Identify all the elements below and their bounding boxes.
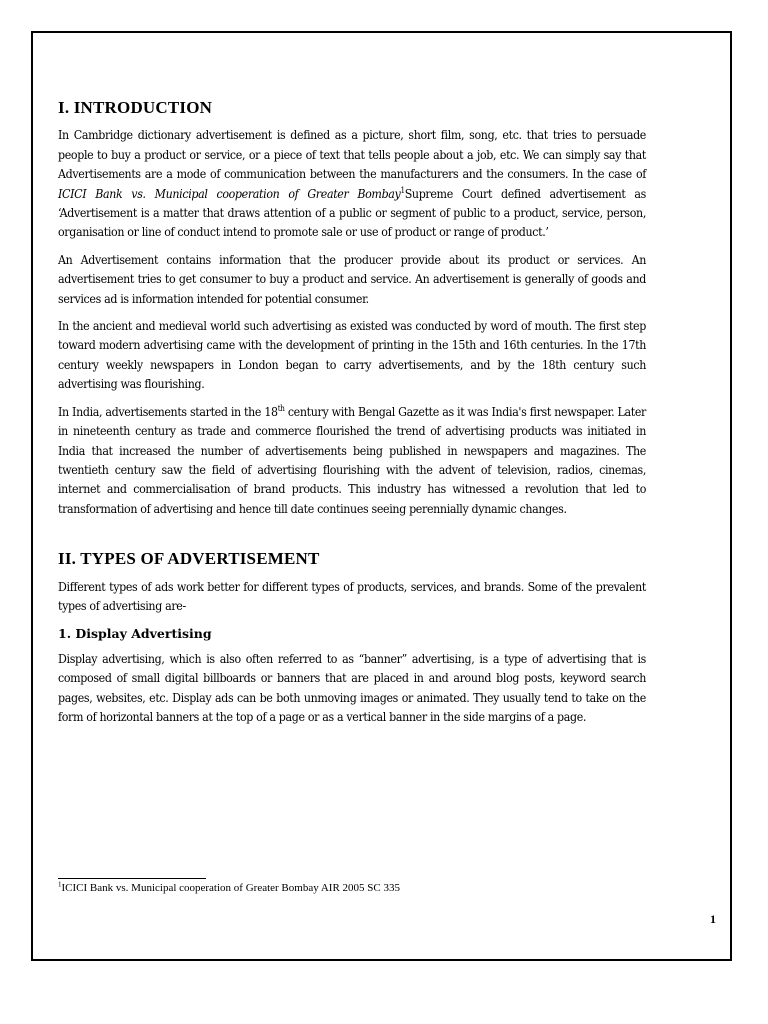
subheading-display-advertising: 1. Display Advertising <box>58 626 212 642</box>
ordinal-suffix: th <box>277 403 285 413</box>
footnote-marker: 1 <box>58 880 62 889</box>
footnote <box>58 881 400 895</box>
intro-paragraph-4 <box>58 403 646 519</box>
footnote-reference: 1 <box>400 185 405 195</box>
intro-paragraph-4-text: In India, advertisements started in the 18 <box>58 404 278 419</box>
section-heading-introduction: I. INTRODUCTION <box>58 98 213 117</box>
section-heading-types: II. TYPES OF ADVERTISEMENT <box>58 549 320 569</box>
intro-paragraph-1-text: In Cambridge dictionary advertisement is defined as a picture, short film, song, etc. that tries to persuade people to buy a product or service, or a piece of text that tells people about a job, etc. We can simply say that Advertisements are a mode of communication between the manufacturers and the consumers. In the case of <box>58 128 646 182</box>
page-content <box>58 98 646 735</box>
intro-paragraph-3: In the ancient and medieval world such advertising as existed was conducted by word of mouth. The first step toward modern advertising came with the development of printing in the 15th and 16th centuries. In the 17th century weekly newspapers in London began to carry advertisements, and by the 18th century such advertising was flourishing. <box>58 319 646 392</box>
footnote-divider <box>58 878 206 879</box>
page-number: 1 <box>710 912 716 926</box>
intro-paragraph-1 <box>58 126 646 242</box>
footnote-text: ICICI Bank vs. Municipal cooperation of Greater Bombay AIR 2005 SC 335 <box>61 882 401 894</box>
types-intro-paragraph: Different types of ads work better for different types of products, services, and brands. Some of the prevalent types of advertising are- <box>58 579 646 613</box>
case-name-citation: ICICI Bank vs. Municipal cooperation of Greater Bombay <box>58 186 401 201</box>
intro-paragraph-2: An Advertisement contains information that the producer provide about its product or services. An advertisement tries to get consumer to buy a product and service. An advertisement is generally of goods and services ad is information intended for potential consumer. <box>58 252 646 306</box>
intro-paragraph-4-continued: century with Bengal Gazette as it was India's first newspaper. Later in nineteenth century as trade and commerce flourished the trend of advertising products was initiated in India that increased the number of advertisements being published in newspapers and magazines. The twentieth century saw the field of advertising flourishing with the advent of television, radios, cinemas, internet and commercialisation of brand products. This industry has witnessed a revolution that led to transformation of advertising and hence till date continues seeing perennially dynamic changes. <box>58 404 647 516</box>
intro-paragraph-1-continued: Supreme Court defined advertisement as ‘Advertisement is a matter that draws attention of a public or segment of public to a product, service, person, organisation or line of conduct intend to promote sale or use of product or range of product.’ <box>58 186 646 240</box>
display-advertising-paragraph: Display advertising, which is also often referred to as “banner” advertising, is a type of advertising that is composed of small digital billboards or banners that are placed in and around blog posts, keyword search pages, websites, etc. Display ads can be both unmoving images or animated. They usually tend to take on the form of horizontal banners at the top of a page or as a vertical banner in the side margins of a page. <box>58 651 646 724</box>
